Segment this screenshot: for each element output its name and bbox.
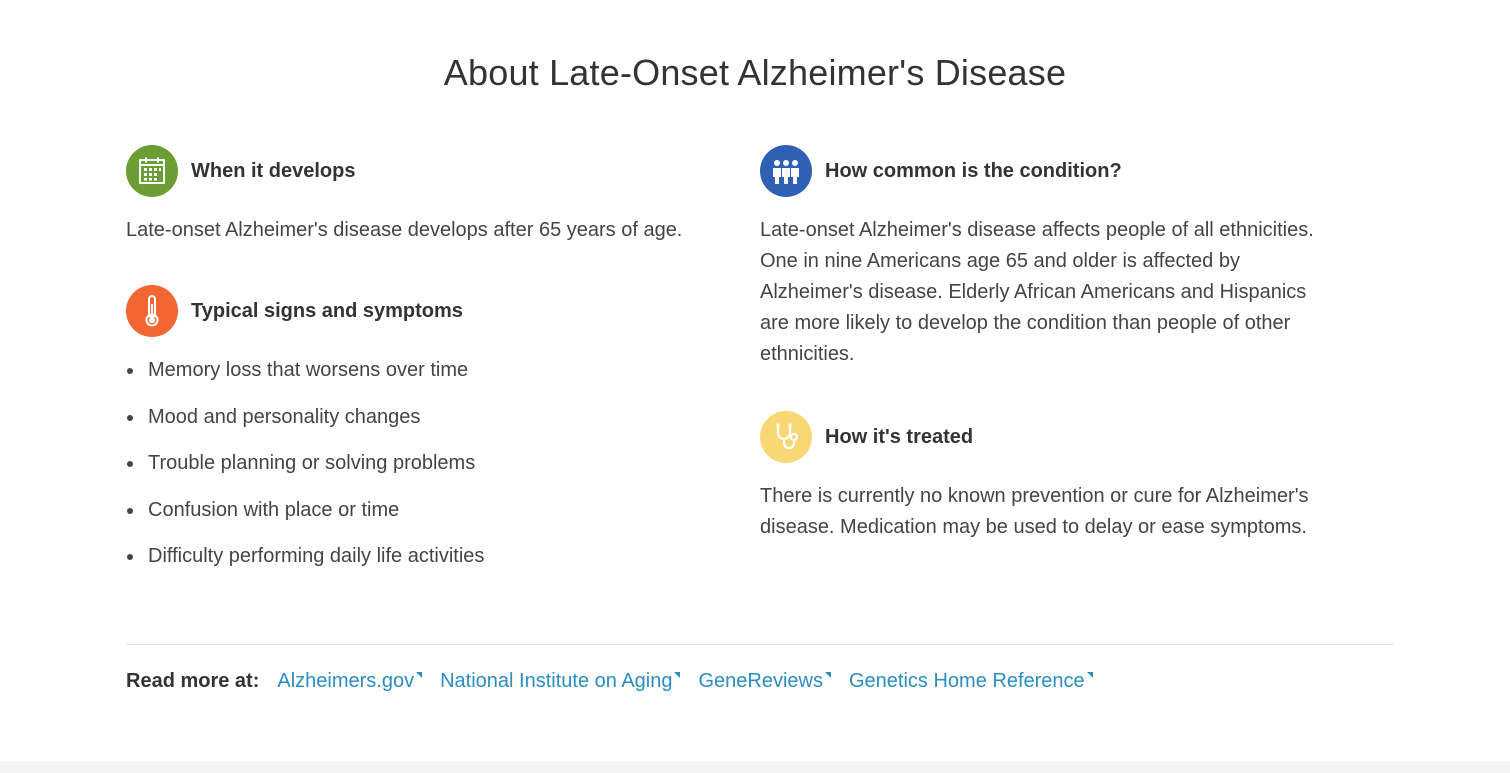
section-title: Typical signs and symptoms: [191, 299, 463, 322]
link-national-institute-on-aging[interactable]: [440, 670, 674, 693]
link-text: National Institute on Aging: [440, 669, 673, 692]
section-body: There is currently no known prevention or cure for Alzheimer's disease. Medication may be used to delay or ease symptoms.: [760, 485, 1309, 538]
section-title: How common is the condition?: [825, 159, 1122, 182]
list-item-text: Mood and personality changes: [148, 405, 421, 428]
list-item: [126, 495, 686, 526]
divider: [126, 644, 1394, 645]
section-how-treated: [760, 411, 1320, 543]
link-text: Alzheimers.gov: [277, 669, 415, 692]
thermometer-icon: [126, 285, 178, 337]
list-item-text: Memory loss that worsens over time: [148, 359, 469, 381]
symptom-list: [126, 355, 686, 572]
bullet-dot: [127, 461, 133, 467]
external-link-icon: [674, 672, 680, 678]
list-item: [126, 448, 686, 479]
external-link-icon: [825, 672, 831, 678]
read-more: [126, 666, 1111, 696]
stethoscope-icon: [760, 411, 812, 463]
page-title: About Late-Onset Alzheimer's Disease: [443, 52, 1067, 93]
list-item: [126, 355, 686, 386]
link-alzheimers-gov[interactable]: [277, 670, 416, 693]
link-genetics-home-reference[interactable]: [849, 670, 1087, 693]
section-header: [126, 285, 686, 337]
list-item-text: Confusion with place or time: [148, 498, 400, 521]
bottom-band: [0, 761, 1510, 773]
section-header: [760, 145, 1320, 197]
list-item: [126, 402, 686, 433]
link-text: GeneReviews: [698, 669, 823, 692]
read-more-label: Read more at:: [126, 669, 260, 692]
bullet-dot: [127, 368, 133, 374]
section-header: [126, 145, 686, 197]
bullet-dot: [127, 554, 133, 560]
bullet-dot: [127, 415, 133, 421]
section-when-it-develops: [126, 145, 686, 246]
section-title: When it develops: [191, 159, 356, 182]
bullet-dot: [127, 508, 133, 514]
list-item: [126, 541, 686, 572]
left-column: [126, 145, 686, 588]
section-header: [760, 411, 1320, 463]
people-icon: [760, 145, 812, 197]
list-item-text: Trouble planning or solving problems: [148, 452, 476, 474]
external-link-icon: [416, 672, 422, 678]
section-body: Late-onset Alzheimer's disease develops after 65 years of age.: [126, 219, 683, 241]
list-item-text: Difficulty performing daily life activities: [148, 545, 485, 567]
section-how-common: [760, 145, 1320, 370]
right-column: [760, 145, 1320, 543]
section-typical-signs: [126, 285, 686, 572]
link-text: Genetics Home Reference: [849, 669, 1085, 692]
section-body: Late-onset Alzheimer's disease affects people of all ethnicities. One in nine Americans age 65 and older is affected by Alzheimer's disease. Elderly African Americans and Hispanics are more likely to develop the condition than people of other ethnicities.: [760, 219, 1314, 365]
section-title: How it's treated: [825, 425, 974, 448]
calendar-icon: [126, 145, 178, 197]
external-link-icon: [1087, 672, 1093, 678]
link-genereviews[interactable]: [698, 670, 825, 693]
